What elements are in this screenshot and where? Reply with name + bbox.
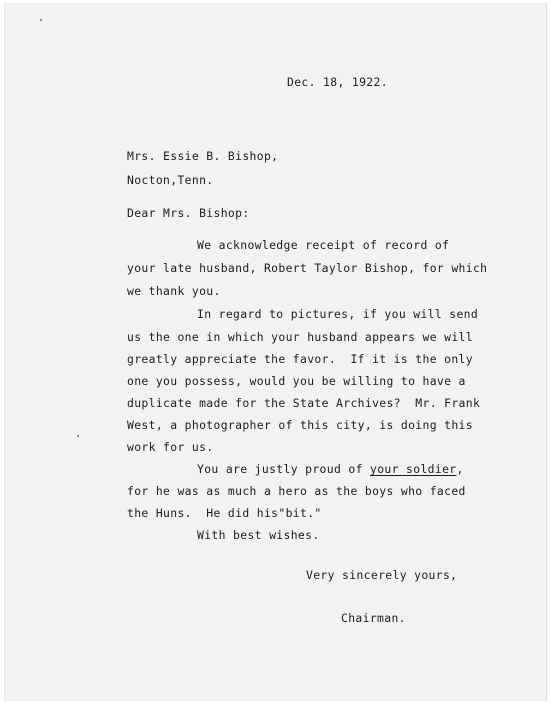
complimentary-closing: Very sincerely yours,: [306, 568, 458, 582]
body-text: You are justly proud of: [197, 462, 370, 476]
body-line: work for us.: [127, 440, 214, 454]
recipient-name: Mrs. Essie B. Bishop,: [127, 149, 279, 163]
ink-speck: [40, 19, 42, 21]
body-line: us the one in which your husband appears we will: [127, 330, 473, 344]
letter-date: Dec. 18, 1922.: [287, 75, 388, 89]
recipient-place: Nocton,Tenn.: [127, 173, 214, 187]
body-line: duplicate made for the State Archives? Mr. Frank: [127, 396, 481, 410]
body-line: one you possess, would you be willing to have a: [127, 374, 466, 388]
body-line: for he was as much a hero as the boys who faced: [127, 484, 466, 498]
body-line: the Huns. He did his"bit.": [127, 506, 322, 520]
body-line: We acknowledge receipt of record of: [197, 238, 450, 252]
body-line: In regard to pictures, if you will send: [197, 307, 479, 321]
best-wishes: With best wishes.: [197, 528, 320, 542]
underlined-phrase: your soldier: [370, 462, 457, 476]
body-line: West, a photographer of this city, is doing this: [127, 418, 473, 432]
body-text: ,: [456, 462, 464, 476]
signature-title: Chairman.: [341, 611, 406, 625]
body-line: [197, 464, 464, 475]
body-line: your late husband, Robert Taylor Bishop, for which: [127, 261, 488, 275]
salutation: Dear Mrs. Bishop:: [127, 206, 250, 220]
body-line: we thank you.: [127, 284, 221, 298]
ink-speck: [77, 435, 79, 437]
body-line: greatly appreciate the favor. If it is the only: [127, 352, 473, 366]
